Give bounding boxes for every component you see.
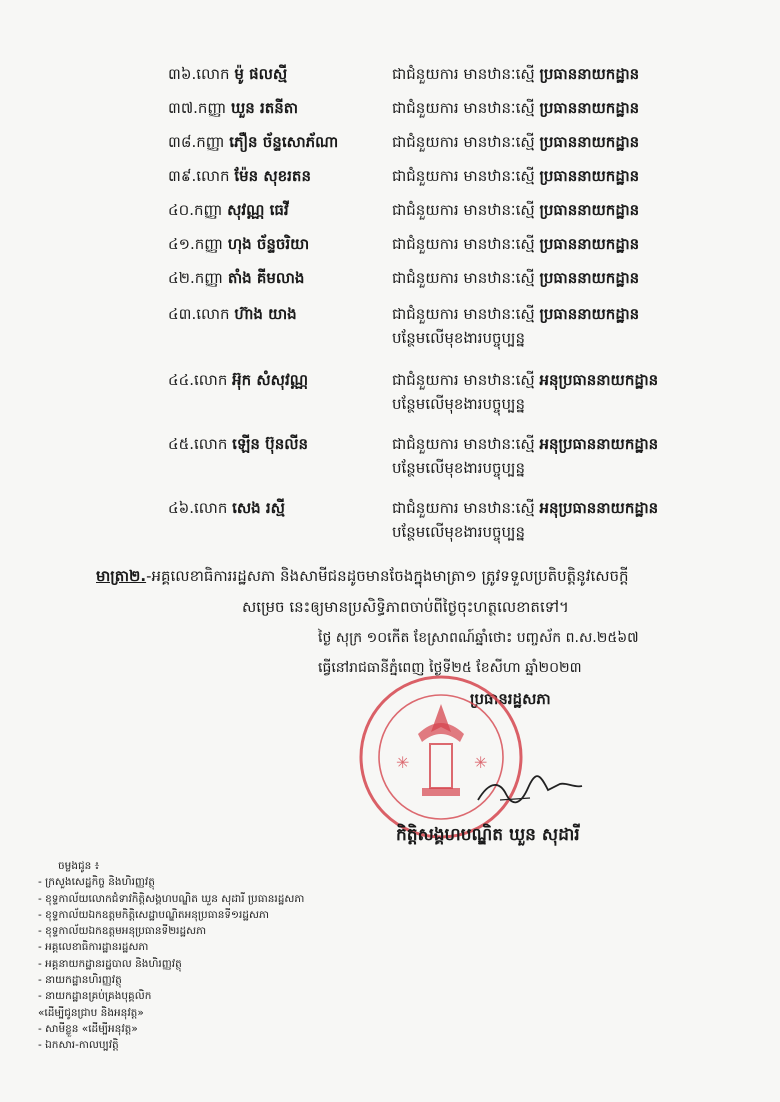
entry-rank: ប្រធាននាយកដ្ឋាន — [539, 201, 640, 219]
entry-position — [392, 98, 639, 118]
entry-number-title-name — [168, 98, 298, 118]
cc-title: ចម្លងជូន ៖ — [58, 860, 100, 872]
entry-position — [392, 370, 658, 390]
entry-number-title-name — [168, 64, 287, 84]
article-2-text: -អគ្គលេខាធិការរដ្ឋសភា និងសាមីជនដូចមានចែងក្នុងមាត្រា១ ត្រូវទទួលប្រតិបត្តិនូវសេចក្តី — [146, 567, 629, 585]
entry-title: កញ្ញា — [194, 201, 223, 219]
entry-number: ៣៩. — [168, 167, 197, 185]
entry-name: អ៊ុក សំសុវណ្ណ — [232, 371, 309, 389]
entry-role: ជាជំនួយការ មានឋានៈស្មើ — [392, 133, 535, 151]
article-2-line2: សម្រេច នេះឲ្យមានប្រសិទ្ធិភាពចាប់ពីថ្ងៃចុះហត្ថលេខាតទៅ។ — [242, 598, 569, 616]
entry-number: ៤២. — [168, 269, 195, 287]
lunar-date: ថ្ងៃ សុក្រ ១០កើត ខែស្រាពណ៍ឆ្នាំថោះ បញ្ចស័ក ព.ស.២៥៦៧ — [318, 630, 639, 646]
entry-role: ជាជំនួយការ មានឋានៈស្មើ — [392, 371, 535, 389]
entry-number: ៤៦. — [168, 499, 195, 517]
entry-number-title-name — [168, 234, 309, 254]
handwritten-signature — [470, 770, 590, 810]
cc-item: - ឯកសារ-កាលប្បវត្តិ — [38, 1039, 119, 1052]
cc-item: - នាយកដ្ឋានគ្រប់គ្រងបុគ្គលិក — [38, 990, 152, 1003]
cc-item: - ខុទ្ទកាល័យឯកឧត្តមកិត្តិសេដ្ឋាបណ្ឌិតអនុប្រធានទី១រដ្ឋសភា — [38, 908, 269, 921]
cc-item: - អគ្គនាយកដ្ឋានរដ្ឋបាល និងហិរញ្ញវត្ថុ — [38, 957, 182, 970]
entry-extra: បន្ថែមលើមុខងារបច្ចុប្បន្ន — [392, 329, 526, 347]
entry-position — [392, 498, 658, 518]
entry-title: លោក — [196, 167, 230, 185]
entry-position — [392, 132, 639, 152]
entry-title: កញ្ញា — [194, 269, 224, 287]
entry-name: ហុង ច័ន្ទចរិយា — [227, 235, 310, 253]
entry-position — [392, 304, 639, 324]
entry-number-title-name — [168, 200, 289, 220]
article-2-line1 — [96, 566, 629, 586]
entry-number-title-name — [168, 166, 311, 186]
president-title: ប្រធានរដ្ឋសភា — [470, 690, 551, 708]
entry-name: សុវណ្ណ ធេវី — [227, 201, 289, 219]
cc-item: - ខុទ្ទកាល័យឯកឧត្តមអនុប្រធានទី២រដ្ឋសភា — [38, 925, 207, 938]
entry-number: ៤៤. — [168, 371, 195, 389]
entry-name: ឃួន រតនីតា — [230, 99, 299, 117]
entry-position — [392, 434, 658, 454]
entry-number-title-name — [168, 370, 308, 390]
svg-text:✳: ✳ — [396, 753, 410, 772]
entry-role: ជាជំនួយការ មានឋានៈស្មើ — [392, 435, 535, 453]
entry-name: ភឿន ច័ន្ទសោភ័ណា — [229, 133, 339, 151]
entry-title: កញ្ញា — [196, 133, 225, 151]
entry-position — [392, 166, 639, 186]
entry-name: ឡើន ប៊ុនលីន — [232, 435, 309, 453]
cc-item: «ដើម្បីជូនជ្រាប និងអនុវត្ត» — [38, 1006, 144, 1019]
entry-rank: អនុប្រធាននាយកដ្ឋាន — [539, 371, 659, 389]
entry-number-title-name — [168, 268, 304, 288]
entry-name: ហ៊ាង យាង — [234, 305, 297, 323]
entry-title: លោក — [194, 371, 228, 389]
cc-item: - សាមីខ្លួន «ដើម្បីអនុវត្ត» — [38, 1022, 138, 1035]
entry-role: ជាជំនួយការ មានឋានៈស្មើ — [392, 99, 535, 117]
entry-rank: ប្រធាននាយកដ្ឋាន — [539, 167, 640, 185]
entry-name: ម៉ែន សុខរតន — [234, 167, 311, 185]
entry-number-title-name — [168, 498, 285, 518]
entry-number: ៤៥. — [168, 435, 195, 453]
entry-title: លោក — [194, 435, 228, 453]
article-2-label: មាត្រា២. — [96, 567, 147, 585]
entry-rank: ប្រធាននាយកដ្ឋាន — [539, 99, 640, 117]
entry-role: ជាជំនួយការ មានឋានៈស្មើ — [392, 305, 535, 323]
cc-list — [38, 858, 304, 1054]
entry-rank: ប្រធាននាយកដ្ឋាន — [539, 269, 640, 287]
entry-role: ជាជំនួយការ មានឋានៈស្មើ — [392, 65, 535, 83]
entry-position — [392, 64, 639, 84]
entry-extra: បន្ថែមលើមុខងារបច្ចុប្បន្ន — [392, 459, 526, 477]
entry-extra: បន្ថែមលើមុខងារបច្ចុប្បន្ន — [392, 395, 526, 413]
entry-extra: បន្ថែមលើមុខងារបច្ចុប្បន្ន — [392, 523, 526, 541]
entry-title: លោក — [194, 499, 228, 517]
entry-position — [392, 234, 639, 254]
entry-role: ជាជំនួយការ មានឋានៈស្មើ — [392, 201, 535, 219]
official-seal-stamp — [356, 672, 526, 842]
entry-rank: អនុប្រធាននាយកដ្ឋាន — [539, 435, 659, 453]
entry-rank: ប្រធាននាយកដ្ឋាន — [539, 235, 640, 253]
entry-role: ជាជំនួយការ មានឋានៈស្មើ — [392, 499, 535, 517]
entry-number: ៤៣. — [168, 305, 197, 323]
cc-item: - នាយកដ្ឋានហិរញ្ញវត្ថុ — [38, 974, 122, 987]
entry-role: ជាជំនួយការ មានឋានៈស្មើ — [392, 235, 535, 253]
entry-number: ៣៦. — [168, 65, 197, 83]
entry-role: ជាជំនួយការ មានឋានៈស្មើ — [392, 269, 535, 287]
entry-title: លោក — [196, 305, 230, 323]
entry-role: ជាជំនួយការ មានឋានៈស្មើ — [392, 167, 535, 185]
entry-name: តាំង គីមលាង — [227, 269, 305, 287]
entry-rank: ប្រធាននាយកដ្ឋាន — [539, 65, 640, 83]
svg-text:✳: ✳ — [474, 753, 488, 772]
cc-items — [38, 874, 304, 1053]
entry-name: ម៉ូ ផលស្មី — [234, 65, 288, 83]
entry-rank: ប្រធាននាយកដ្ឋាន — [539, 133, 640, 151]
cc-item: - អគ្គលេខាធិការដ្ឋានរដ្ឋសភា — [38, 941, 149, 954]
entry-title: កញ្ញា — [194, 235, 224, 253]
entry-number-title-name — [168, 304, 297, 324]
entry-name: សេង រស្មី — [232, 499, 285, 517]
place-and-date: ធ្វើនៅរាជធានីភ្នំពេញ ថ្ងៃទី២៥ ខែសីហា ឆ្នាំ២០២៣ — [318, 660, 582, 676]
signatory-name: កិត្តិសង្គហបណ្ឌិត ឃួន សុដារី — [396, 825, 580, 845]
entry-number-title-name — [168, 434, 308, 454]
entry-number: ៣៧. — [168, 99, 198, 117]
entry-rank: អនុប្រធាននាយកដ្ឋាន — [539, 499, 659, 517]
entry-position — [392, 200, 639, 220]
entry-title: កញ្ញា — [197, 99, 227, 117]
entry-number: ៣៨. — [168, 133, 197, 151]
entry-position — [392, 268, 639, 288]
entry-number: ៤១. — [168, 235, 195, 253]
cc-item: - ខុទ្ទកាល័យលោកជំទាវកិត្តិសង្គហបណ្ឌិត ឃួន សុដារី ប្រធានរដ្ឋសភា — [38, 892, 305, 905]
entry-rank: ប្រធាននាយកដ្ឋាន — [539, 305, 640, 323]
cc-item: - ក្រសួងសេដ្ឋកិច្ច និងហិរញ្ញវត្ថុ — [38, 876, 155, 889]
entry-title: លោក — [196, 65, 230, 83]
entry-number-title-name — [168, 132, 338, 152]
entry-number: ៤០. — [168, 201, 195, 219]
